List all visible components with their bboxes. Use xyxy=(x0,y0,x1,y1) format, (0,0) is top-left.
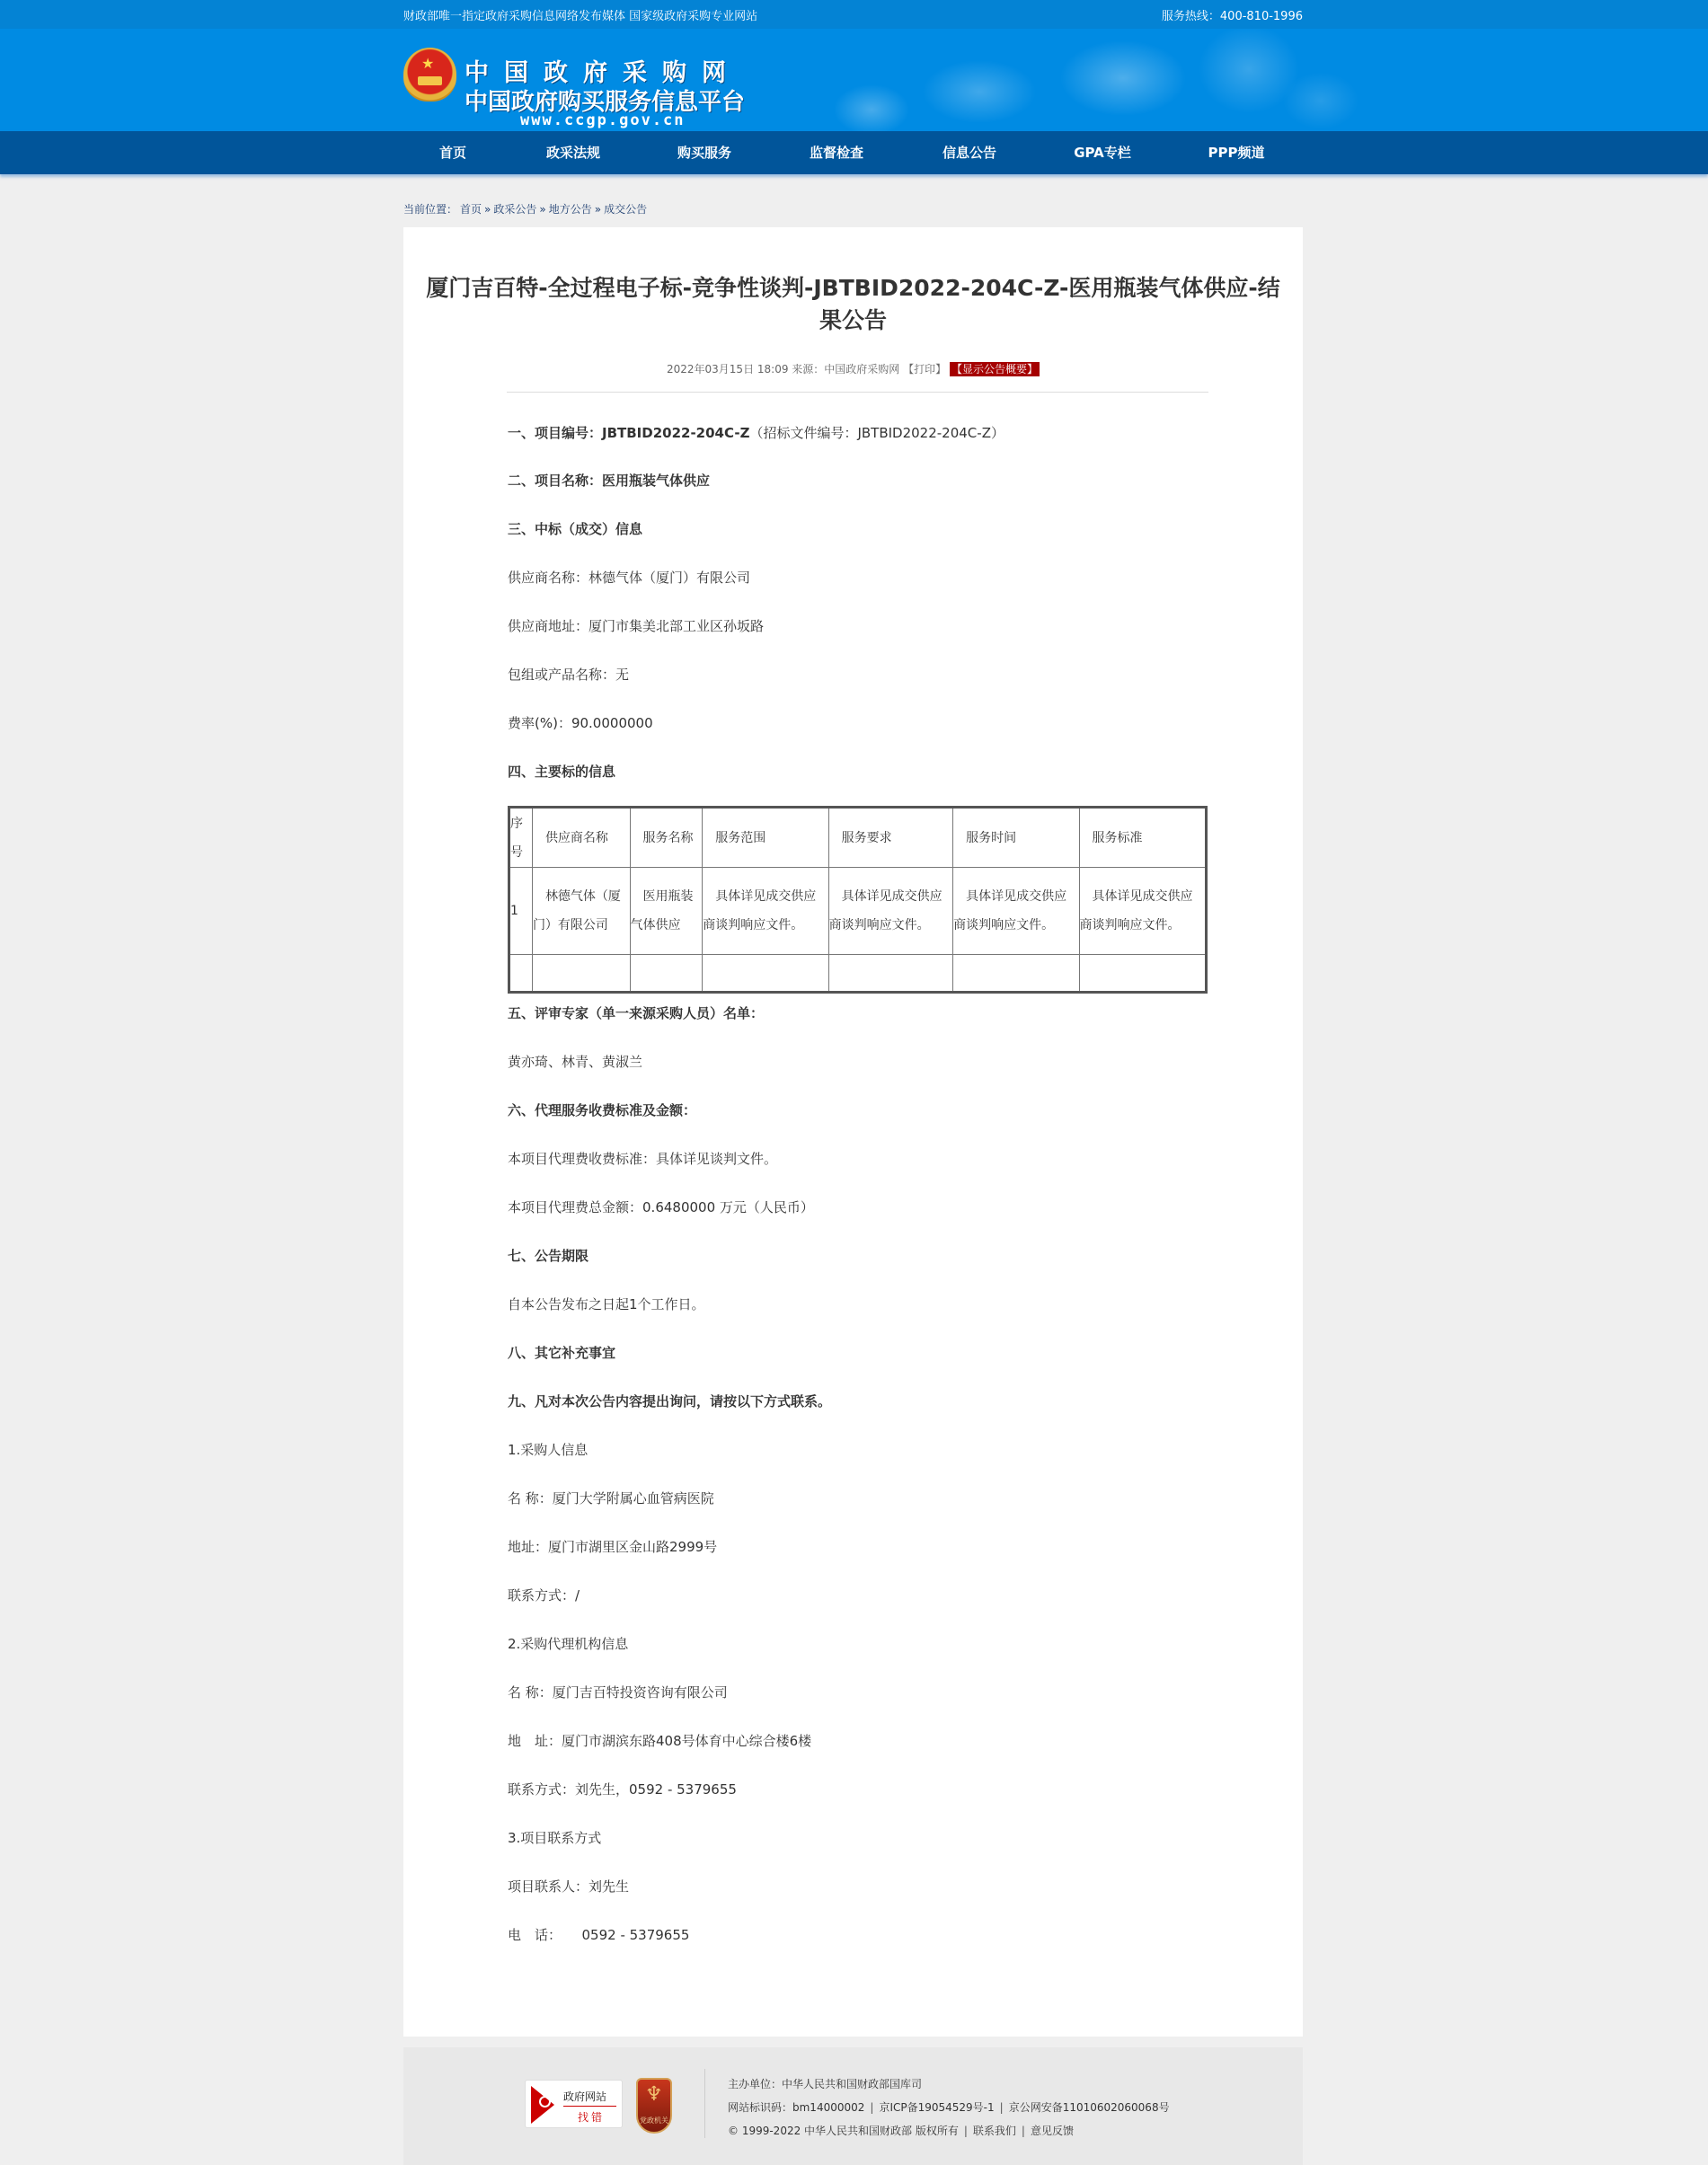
footer-copyright xyxy=(728,2123,1074,2138)
breadcrumb xyxy=(403,201,647,216)
header-supplier: 供应商名称 xyxy=(532,808,630,868)
badge-sublabel: 找错 xyxy=(578,2111,606,2124)
agency-fee-total: 本项目代理费总金额：0.6480000 万元（人民币） xyxy=(508,1199,814,1215)
top-bar xyxy=(0,0,1708,29)
agency-heading: 2.采购代理机构信息 xyxy=(508,1636,629,1652)
purchaser-name: 名 称：厦门大学附属心血管病医院 xyxy=(508,1490,714,1507)
agency-contact: 联系方式：刘先生，0592 - 5379655 xyxy=(508,1781,737,1798)
header-service-standard: 服务标准 xyxy=(1079,808,1206,868)
star-icon: ★ xyxy=(421,55,435,72)
project-contact-person: 项目联系人：刘先生 xyxy=(508,1878,630,1895)
gov-site-error-report-badge[interactable] xyxy=(525,2080,623,2128)
cell-service-scope: 具体详见成交供应商谈判响应文件。 xyxy=(703,868,828,955)
breadcrumb-separator: » xyxy=(484,203,491,216)
supplier-name: 供应商名称：林德气体（厦门）有限公司 xyxy=(508,570,751,586)
cell-service-requirement: 具体详见成交供应商谈判响应文件。 xyxy=(828,868,952,955)
purchaser-contact: 联系方式：/ xyxy=(508,1587,580,1604)
project-contact-heading: 3.项目联系方式 xyxy=(508,1830,602,1846)
icp-link[interactable]: 京ICP备19054529号-1 xyxy=(879,2101,995,2114)
article-meta xyxy=(403,361,1303,376)
gate-icon xyxy=(418,76,442,85)
section-main-subject: 四、主要标的信息 xyxy=(508,764,616,780)
nav-gpa[interactable]: GPA专栏 xyxy=(1074,145,1131,161)
cell-empty xyxy=(532,955,630,993)
cell-empty xyxy=(953,955,1079,993)
table-header-row xyxy=(509,808,1207,868)
cell-service-standard: 具体详见成交供应商谈判响应文件。 xyxy=(1079,868,1206,955)
breadcrumb-home[interactable]: 首页 xyxy=(460,203,482,216)
purchaser-heading: 1.采购人信息 xyxy=(508,1442,589,1458)
agency-fee-standard: 本项目代理费收费标准：具体详见谈判文件。 xyxy=(508,1151,778,1167)
header-service-name: 服务名称 xyxy=(630,808,703,868)
section-other-matters: 八、其它补充事宜 xyxy=(508,1345,616,1361)
separator: | xyxy=(1021,2125,1025,2137)
section-project-number xyxy=(508,424,1004,442)
cell-service-name: 医用瓶装气体供应 xyxy=(630,868,703,955)
fee-rate: 费率(%)：90.0000000 xyxy=(508,715,653,731)
section-experts: 五、评审专家（单一来源采购人员）名单： xyxy=(508,1005,765,1021)
badge-label: 政府网站 xyxy=(563,2090,607,2103)
breadcrumb-separator: » xyxy=(539,203,546,216)
party-badge-label: 党政机关 xyxy=(640,2116,668,2125)
nav-supervision[interactable]: 监督检查 xyxy=(809,145,863,161)
header-seq: 序号 xyxy=(509,808,533,868)
article-panel xyxy=(403,227,1303,2037)
breadcrumb-local-notices[interactable]: 地方公告 xyxy=(548,203,592,216)
footer-divider xyxy=(704,2069,705,2138)
cloud-background xyxy=(746,29,1393,131)
print-link[interactable]: 【打印】 xyxy=(903,363,947,376)
footer-sponsor: 主办单位：中华人民共和国财政部国库司 xyxy=(728,2078,923,2090)
tender-file-number: （招标文件编号：JBTBID2022-204C-Z） xyxy=(749,425,1004,441)
header-service-requirement: 服务要求 xyxy=(828,808,952,868)
table-row-empty xyxy=(509,955,1207,993)
nav-regulations[interactable]: 政采法规 xyxy=(545,145,600,161)
nav-announcements[interactable]: 信息公告 xyxy=(942,145,996,161)
main-nav xyxy=(0,131,1708,174)
logo-title[interactable]: 中国政府采购网 xyxy=(465,59,741,87)
cell-empty xyxy=(828,955,952,993)
expert-names: 黄亦琦、林青、黄淑兰 xyxy=(508,1054,643,1070)
nav-home[interactable]: 首页 xyxy=(438,145,466,161)
header-service-time: 服务时间 xyxy=(953,808,1079,868)
breadcrumb-procurement-notices[interactable]: 政采公告 xyxy=(493,203,537,216)
national-emblem-icon[interactable] xyxy=(403,48,456,102)
party-government-badge[interactable] xyxy=(636,2078,672,2134)
section-contact: 九、凡对本次公告内容提出询问，请按以下方式联系。 xyxy=(508,1393,832,1409)
site-slogan: 财政部唯一指定政府采购信息网络发布媒体 国家级政府采购专业网站 xyxy=(403,10,758,23)
feedback-link[interactable]: 意见反馈 xyxy=(1030,2125,1074,2137)
cell-empty xyxy=(703,955,828,993)
supplier-address: 供应商地址：厦门市集美北部工业区孙坂路 xyxy=(508,618,765,634)
contact-us-link[interactable]: 联系我们 xyxy=(972,2125,1016,2137)
subject-info-table xyxy=(508,806,1208,994)
project-number: 一、项目编号：JBTBID2022-204C-Z xyxy=(508,425,750,441)
separator: | xyxy=(963,2125,968,2137)
header-service-scope: 服务范围 xyxy=(703,808,828,868)
package-name: 包组或产品名称：无 xyxy=(508,667,630,683)
logo-subtitle[interactable]: 中国政府购买服务信息平台 xyxy=(465,89,746,116)
article-source: 来源：中国政府采购网 xyxy=(792,363,900,376)
header-banner xyxy=(0,29,1708,131)
police-record-link[interactable]: 京公网安备11010602060068号 xyxy=(1008,2101,1170,2114)
site-id: 网站标识码：bm14000002 xyxy=(728,2101,865,2114)
badge-rule xyxy=(563,2106,616,2107)
cell-empty xyxy=(509,955,533,993)
separator: | xyxy=(870,2101,874,2114)
cell-empty xyxy=(1079,955,1206,993)
cell-empty xyxy=(630,955,703,993)
breadcrumb-prefix: 当前位置： xyxy=(403,203,458,216)
show-summary-button[interactable]: 【显示公告概要】 xyxy=(951,363,1038,376)
party-emblem-icon: ♆ xyxy=(645,2083,663,2106)
agency-name: 名 称：厦门吉百特投资咨询有限公司 xyxy=(508,1684,728,1701)
publish-datetime: 2022年03月15日 18:09 xyxy=(666,363,789,376)
footer-registration xyxy=(728,2099,1170,2115)
section-agency-fee: 六、代理服务收费标准及金额： xyxy=(508,1102,697,1118)
logo-url: www.ccgp.gov.cn xyxy=(520,111,686,129)
nav-ppp[interactable]: PPP频道 xyxy=(1208,145,1265,161)
purchaser-address: 地址：厦门市湖里区金山路2999号 xyxy=(508,1539,718,1555)
section-award-info: 三、中标（成交）信息 xyxy=(508,521,643,537)
table-row xyxy=(509,868,1207,955)
title-divider xyxy=(507,392,1208,393)
breadcrumb-separator: » xyxy=(594,203,602,216)
project-contact-phone: 电 话： 0592 - 5379655 xyxy=(508,1927,690,1943)
article-title: 厦门吉百特-全过程电子标-竞争性谈判-JBTBID2022-204C-Z-医用瓶装气体供应-结果公告 xyxy=(426,275,1280,333)
agency-address: 地 址：厦门市湖滨东路408号体育中心综合楼6楼 xyxy=(508,1733,812,1749)
copyright: © 1999-2022 中华人民共和国财政部 版权所有 xyxy=(728,2125,959,2137)
breadcrumb-deal-notices[interactable]: 成交公告 xyxy=(604,203,648,216)
magnifier-icon xyxy=(539,2096,551,2108)
separator: | xyxy=(999,2101,1004,2114)
cell-seq: 1 xyxy=(509,868,533,955)
notice-period: 自本公告发布之日起1个工作日。 xyxy=(508,1296,705,1312)
section-notice-period: 七、公告期限 xyxy=(508,1248,589,1264)
nav-purchase-services[interactable]: 购买服务 xyxy=(677,145,731,161)
cell-service-time: 具体详见成交供应商谈判响应文件。 xyxy=(953,868,1079,955)
section-project-name: 二、项目名称：医用瓶装气体供应 xyxy=(508,473,711,489)
cell-supplier: 林德气体（厦门）有限公司 xyxy=(532,868,630,955)
service-hotline: 服务热线：400-810-1996 xyxy=(1161,10,1303,23)
